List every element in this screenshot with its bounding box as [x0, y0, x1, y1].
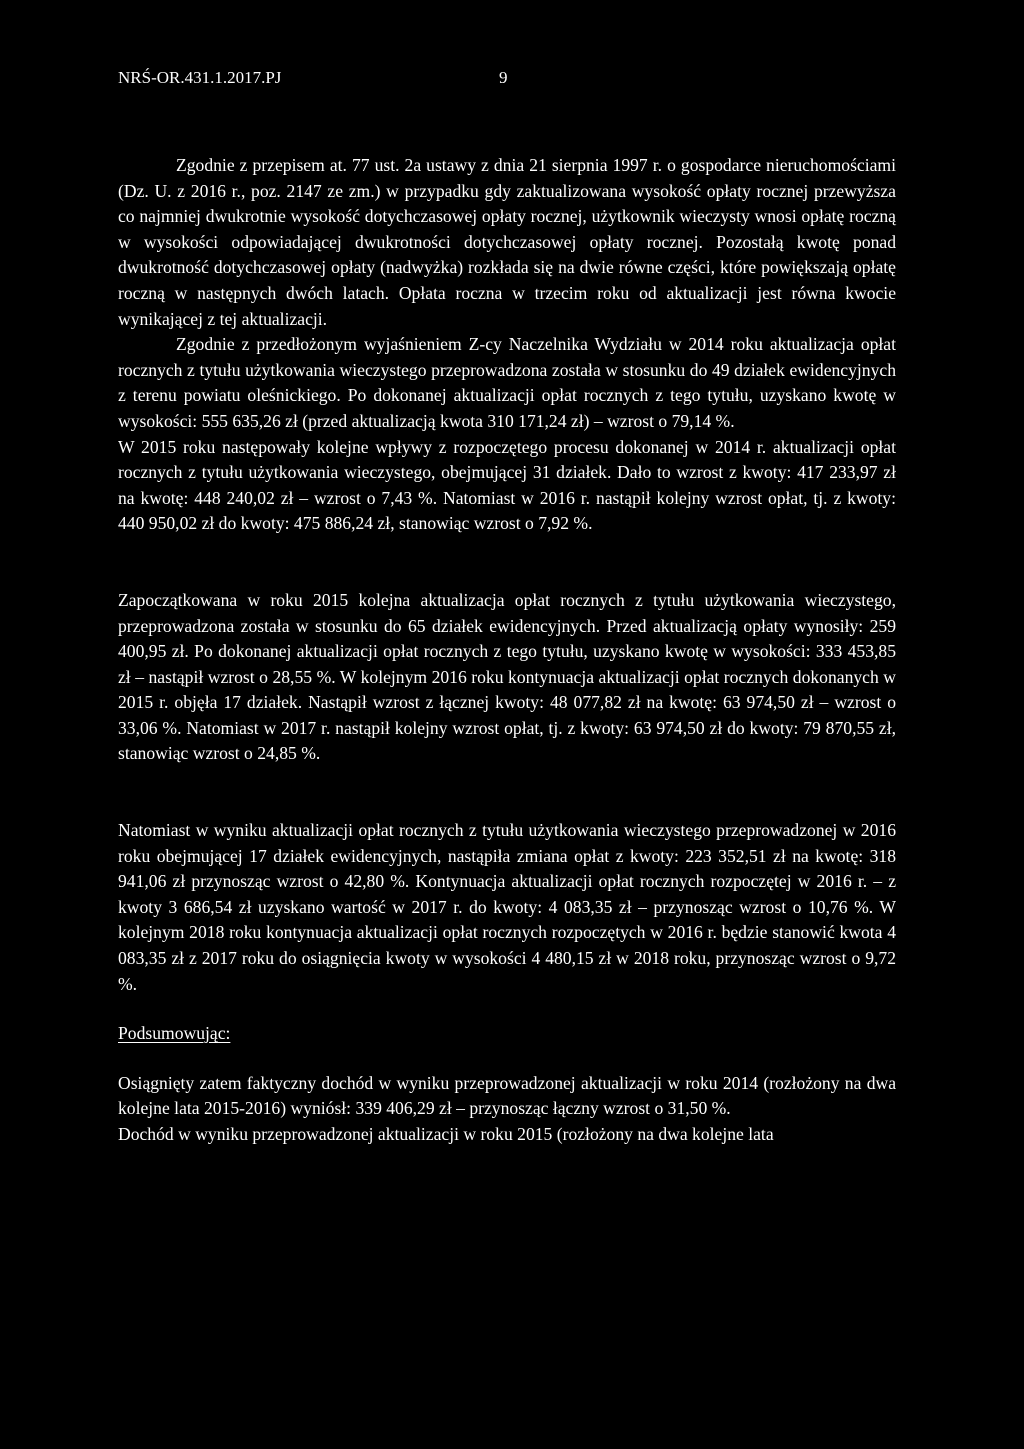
paragraph-summary-2015: Dochód w wyniku przeprowadzonej aktualizacji w roku 2015 (rozłożony na dwa kolejne lata [118, 1124, 774, 1144]
paragraph-2016-update: Natomiast w wyniku aktualizacji opłat rocznych z tytułu użytkowania wieczystego przeprowadzonej w 2016 roku obejmującej 17 działek ewidencyjnych, nastąpiła zmiana opłat z kwoty: 223 352,51 zł na kwotę: 318 941,06 zł przynosząc wzrost o 42,80 %. Kontynuacja aktualizacji opłat rocznych rozpoczętej w 2016 r. – z kwoty 3 686,54 zł uzyskano wartość w 2017 r. do kwoty: 4 083,35 zł – przynosząc wzrost o 10,76 %. W kolejnym 2018 roku kontynuacja aktualizacji opłat rocznych rozpoczętych w 2016 r. będzie stanowić kwota 4 083,35 zł z 2017 roku do osiągnięcia kwoty w wysokości 4 480,15 zł w 2018 roku, przynosząc wzrost o 9,72 %. [118, 820, 896, 994]
spacer [118, 1047, 896, 1071]
summary-heading-text: Podsumowując: [118, 1023, 231, 1044]
summary-heading [118, 1021, 896, 1047]
document-reference: NRŚ-OR.431.1.2017.PJ [118, 68, 282, 87]
spacer [118, 997, 896, 1021]
spacer [118, 767, 896, 818]
document-body [118, 153, 896, 1148]
paragraph-legal-basis: Zgodnie z przepisem at. 77 ust. 2a ustawy z dnia 21 sierpnia 1997 r. o gospodarce nieruchomościami (Dz. U. z 2016 r., poz. 2147 ze zm.) w przypadku gdy zaktualizowana wysokość opłaty rocznej przewyższa co najmniej dwukrotnie wysokość dotychczasowej opłaty rocznej, użytkownik wieczysty wnosi opłatę roczną w wysokości odpowiadającej dwukrotności dotychczasowej opłaty rocznej. Pozostałą kwotę ponad dwukrotność dotychczasowej opłaty (nadwyżka) rozkłada się na dwie równe części, które powiększają opłatę roczną w następnych dwóch latach. Opłata roczna w trzecim roku od aktualizacji jest równa kwocie wynikającej z tej aktualizacji. [118, 155, 896, 329]
spacer [118, 537, 896, 588]
paragraph-2014-update: Zgodnie z przedłożonym wyjaśnieniem Z-cy Naczelnika Wydziału w 2014 roku aktualizacja opłat rocznych z tytułu użytkowania wieczystego przeprowadzona została w stosunku do 49 działek ewidencyjnych z terenu powiatu oleśnickiego. Po dokonanej aktualizacji opłat rocznych z tego tytułu, uzyskano kwotę w wysokości: 555 635,26 zł (przed aktualizacją kwota 310 171,24 zł) – wzrost o 79,14 %. [118, 334, 896, 431]
paragraph-2015-update: Zapoczątkowana w roku 2015 kolejna aktualizacja opłat rocznych z tytułu użytkowania wieczystego, przeprowadzona została w stosunku do 65 działek ewidencyjnych. Przed aktualizacją opłaty wynosiły: 259 400,95 zł. Po dokonanej aktualizacji opłat rocznych z tego tytułu, uzyskano kwotę w wysokości: 333 453,85 zł – nastąpił wzrost o 28,55 %. W kolejnym 2016 roku kontynuacja aktualizacji opłat rocznych dokonanych w 2015 r. objęła 17 działek. Nastąpił wzrost z łącznej kwoty: 48 077,82 zł na kwotę: 63 974,50 zł – wzrost o 33,06 %. Natomiast w 2017 r. nastąpił kolejny wzrost opłat, tj. z kwoty: 63 974,50 zł do kwoty: 79 870,55 zł, stanowiąc wzrost o 24,85 %. [118, 589, 896, 764]
paragraph-summary-2014: Osiągnięty zatem faktyczny dochód w wyniku przeprowadzonej aktualizacji w roku 2014 (rozłożony na dwa kolejne lata 2015-2016) wyniósł: 339 406,29 zł – przynosząc łączny wzrost o 31,50 %. [118, 1072, 896, 1119]
page-number: 9 [499, 68, 508, 87]
page-header [118, 68, 898, 92]
paragraph-2015-continuation: W 2015 roku następowały kolejne wpływy z rozpoczętego procesu dokonanej w 2014 r. aktualizacji opłat rocznych z tytułu użytkowania wieczystego, obejmującej 31 działek. Dało to wzrost z kwoty: 417 233,97 zł na kwotę: 448 240,02 zł – wzrost o 7,43 %. Natomiast w 2016 r. nastąpił kolejny wzrost opłat, tj. z kwoty: 440 950,02 zł do kwoty: 475 886,24 zł, stanowiąc wzrost o 7,92 %. [118, 436, 896, 534]
